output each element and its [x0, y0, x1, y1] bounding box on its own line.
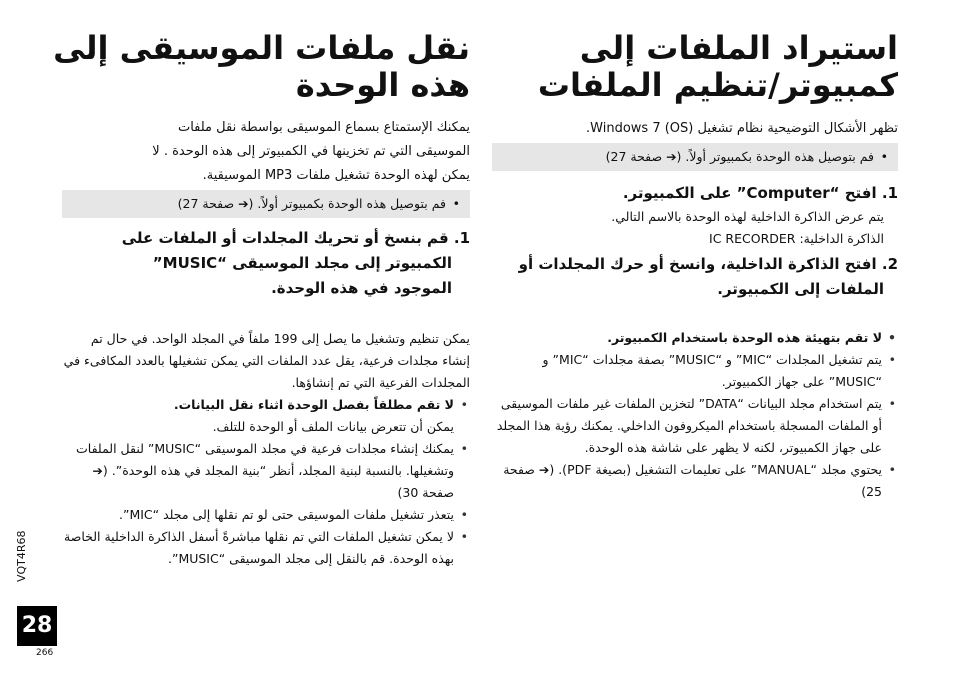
note-item	[72, 194, 460, 214]
title-line: كمبيوتر/تنظيم الملفات	[537, 66, 898, 104]
bullet-icon: •	[880, 149, 888, 164]
page-number: 28	[17, 606, 57, 646]
step-1-heading	[62, 226, 470, 301]
list-item	[62, 394, 470, 438]
intro-text: يمكنك الإستمتاع بسماع الموسيقى بواسطة نقل ملفات الموسيقى التي تم تخزينها في الكمبيوتر إلى هذه الوحدة . لا يمكن لهذه الوحدة تشغيل ملفات MP3 الموسيقية.	[152, 120, 470, 183]
list-item: • يمكنك إنشاء مجلدات فرعية في مجلد الموسيقى “MUSIC” لنقل الملفات وتشغيلها. بالنسبة لبنية المجلد، أنظر “بنية المجلد في هذه الوحدة”. (➔ صفحة 30)	[62, 438, 470, 504]
heading-line: 1. قم بنسخ أو تحريك المجلدات أو الملفات على	[121, 229, 470, 247]
intro-text: تظهر الأشكال التوضيحية نظام تشغيل Windows 7 (OS).	[586, 121, 898, 136]
note-box	[492, 143, 898, 171]
section-title-import	[492, 30, 898, 104]
list-item: • يتعذر تشغيل ملفات الموسيقى حتى لو تم نقلها إلى مجلد “MIC”.	[62, 504, 470, 526]
heading-line: الموجود في هذه الوحدة.	[271, 279, 452, 297]
heading-line: الكمبيوتر إلى مجلد الموسيقى “MUSIC”	[152, 254, 452, 272]
notes-list	[492, 327, 898, 503]
bullet-icon: •	[452, 196, 460, 211]
section-title-transfer	[53, 29, 470, 104]
heading-line: الملفات إلى الكمبيوتر.	[717, 280, 884, 298]
notes-list	[62, 394, 470, 570]
note-item	[502, 147, 888, 167]
step-1-body-line: الذاكرة الداخلية: IC RECORDER	[709, 231, 884, 246]
list-item: • يتم استخدام مجلد البيانات “DATA” لتخزين الملفات غير ملفات الموسيقى أو الملفات المسجلة باستخدام الميكروفون الداخلي. يمكنك رؤية هذا المجلد على جهاز الكمبيوتر، لكنه لا يظهر على شاشة هذه الوحدة.	[492, 393, 898, 459]
warning-detail: يمكن أن تتعرض بيانات الملف أو الوحدة للتلف.	[212, 419, 454, 434]
step-2-heading	[492, 252, 898, 302]
left-column	[53, 29, 470, 570]
document-code: VQT4R68	[15, 530, 28, 582]
list-item: • يتم تشغيل المجلدات “MIC” و “MUSIC” بصفة مجلدات “MIC” و “MUSIC” على جهاز الكمبيوتر.	[492, 349, 898, 393]
title-line: نقل ملفات الموسيقى إلى	[53, 29, 470, 67]
warning-text: لا تقم مطلقاً بفصل الوحدة اثناء نقل البيانات.	[173, 397, 454, 412]
folder-info-text: يمكن تنظيم وتشغيل ما يصل إلى 199 ملفاً في المجلد الواحد. في حال تم إنشاء مجلدات فرعية، يقل عدد الملفات التي يمكن تشغيلها بالعدد المكافىء في المجلدات الفرعية التي تم إنشاؤها.	[63, 331, 470, 390]
right-column	[492, 30, 898, 503]
title-line: استيراد الملفات إلى	[579, 29, 898, 67]
note-text: فم بتوصيل هذه الوحدة بكمبيوتر أولاً. (➔ صفحة 27)	[177, 196, 446, 211]
list-item: • لا تقم بتهيئة هذه الوحدة باستخدام الكمبيوتر.	[492, 327, 898, 349]
heading-line: 2. افتح الذاكرة الداخلية، وانسخ أو حرك المجلدات أو	[518, 255, 898, 273]
note-text: فم بتوصيل هذه الوحدة بكمبيوتر أولاً. (➔ صفحة 27)	[605, 149, 874, 164]
title-line: هذه الوحدة	[295, 66, 470, 104]
step-1-body-line: يتم عرض الذاكرة الداخلية لهذه الوحدة بالاسم التالي.	[611, 209, 884, 224]
list-item: • لا يمكن تشغيل الملفات التي تم نقلها مباشرةً أسفل الذاكرة الداخلية الخاصة بهذه الوحدة. قم بالنقل إلى مجلد الموسيقى “MUSIC”.	[62, 526, 470, 570]
step-1-heading: 1. افتح “Computer” على الكمبيوتر.	[622, 184, 898, 202]
note-box	[62, 190, 470, 218]
list-item: • يحتوي مجلد “MANUAL” على تعليمات التشغيل (بصيغة PDF). (➔ صفحة 25)	[492, 459, 898, 503]
sub-page-number: 266	[36, 648, 54, 658]
